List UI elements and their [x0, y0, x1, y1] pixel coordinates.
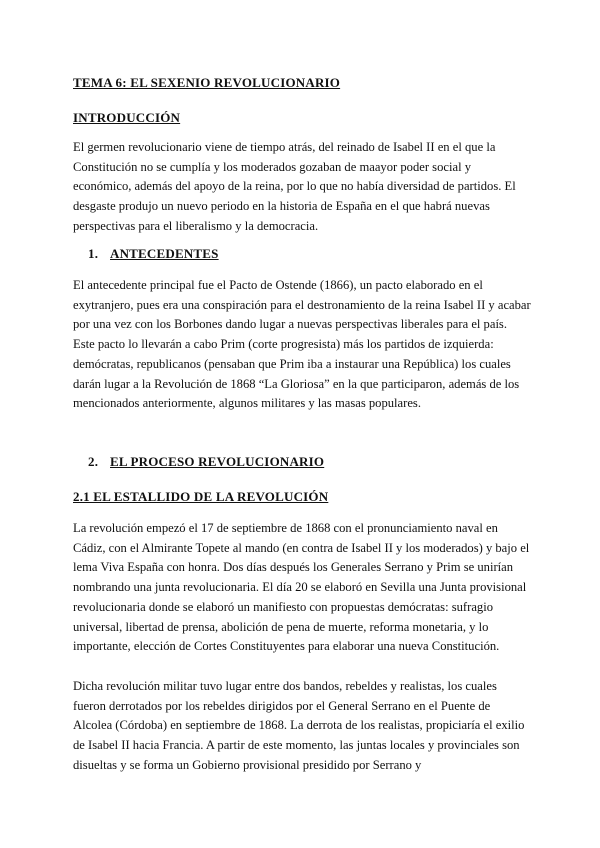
intro-paragraph: El germen revolucionario viene de tiempo atrás, del reinado de Isabel II en el que la Constitución no se cumplía y los moderados gozaban de maayor poder social y económico, además del apoyo de la reina, por lo que no había diversidad de partidos. El desgaste produjo un nuevo periodo en la historia de España en el que habrá nuevas perspectivas para el liberalismo y la democracia.: [73, 140, 516, 233]
section21-heading: 2.1 EL ESTALLIDO DE LA REVOLUCIÓN: [73, 489, 329, 504]
section2-title: EL PROCESO REVOLUCIONARIO: [110, 454, 325, 469]
section2-number: 2.: [88, 454, 99, 469]
section1-heading: [88, 245, 546, 263]
section2-heading: [88, 453, 546, 471]
document-title: TEMA 6: EL SEXENIO REVOLUCIONARIO: [73, 75, 341, 90]
section1-paragraph: El antecedente principal fue el Pacto de Ostende (1866), un pacto elaborado en el exytranjero, pues era una conspiración para el destronamiento de la reina Isabel II y acabar por una vez con los Borbones dando lugar a nuevas perspectivas liberales para el país. Este pacto lo llevarán a cabo Prim (corte progresista) más los partidos de izquierda: demócratas, republicanos (pensaban que Prim iba a instaurar una República) los cuales darán lugar a la Revolución de 1868 “La Gloriosa” en la que participaron, además de los mencionados anteriormente, algunos militares y las masas populares.: [73, 278, 531, 411]
section21-paragraph2: Dicha revolución militar tuvo lugar entre dos bandos, rebeldes y realistas, los cuales fueron derrotados por los rebeldes dirigidos por el General Serrano en el Puente de Alcolea (Córdoba) en septiembre de 1868. La derrota de los realistas, propiciaría el exilio de Isabel II hacia Francia. A partir de este momento, las juntas locales y provinciales son disueltas y se forma un Gobierno provisional presidido por Serrano y: [73, 679, 525, 772]
section21-paragraph1: La revolución empezó el 17 de septiembre de 1868 con el pronunciamiento naval en Cádiz, con el Almirante Topete al mando (en contra de Isabel II y los moderados) y bajo el lema Viva España con honra. Dos días después los Generales Serrano y Prim se unirían nombrando una junta revolucionaria. El día 20 se elaboró en Sevilla una Junta provisional revolucionaria donde se elaboró un manifiesto con propuestas demócratas: sufragio universal, libertad de prensa, abolición de pena de muerte, reforma monetaria, y lo importante, elección de Cortes Constituyentes para elaborar una nueva Constitución.: [73, 521, 530, 654]
section1-number: 1.: [88, 246, 99, 261]
section1-title: ANTECEDENTES: [110, 246, 219, 261]
intro-heading: INTRODUCCIÓN: [73, 110, 181, 125]
